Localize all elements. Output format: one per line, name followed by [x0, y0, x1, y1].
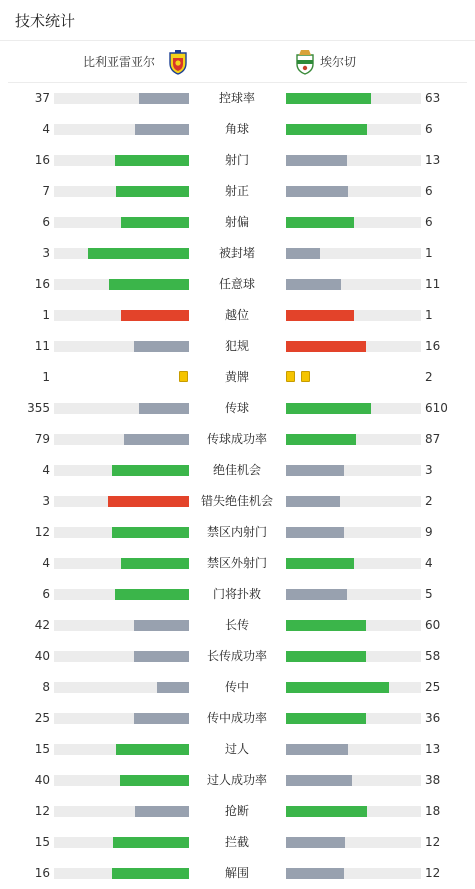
away-bar-fill	[286, 310, 354, 321]
home-bar-track	[54, 868, 189, 879]
home-value: 16	[34, 866, 50, 880]
stat-row	[0, 548, 475, 579]
home-bar-track	[54, 651, 189, 662]
home-bar-track	[54, 558, 189, 569]
home-bar-fill	[112, 527, 189, 538]
stat-label: 射偏	[224, 215, 249, 229]
away-bar-fill	[286, 868, 344, 879]
away-bar-track	[286, 310, 421, 321]
stat-row	[0, 455, 475, 486]
away-value: 12	[425, 835, 441, 849]
away-value: 63	[425, 91, 441, 105]
stat-label: 被封堵	[218, 246, 255, 260]
stat-label: 长传	[224, 618, 249, 632]
home-bar-track	[54, 806, 189, 817]
away-value: 60	[425, 618, 441, 632]
home-value: 37	[34, 91, 50, 105]
stat-label: 传中成功率	[206, 711, 267, 725]
stats-header	[0, 0, 475, 41]
away-bar-fill	[286, 93, 371, 104]
home-value: 3	[42, 246, 50, 260]
away-bar-fill	[286, 558, 354, 569]
home-bar-track	[54, 341, 189, 352]
stat-label: 传球成功率	[206, 432, 267, 446]
home-bar-fill	[115, 589, 189, 600]
home-bar-track	[54, 713, 189, 724]
home-value: 40	[34, 773, 50, 787]
away-bar-fill	[286, 341, 366, 352]
away-bar-track	[286, 651, 421, 662]
home-value: 8	[42, 680, 50, 694]
away-value: 36	[425, 711, 441, 725]
home-value: 15	[34, 742, 50, 756]
away-bar-fill	[286, 651, 366, 662]
home-bar-fill	[124, 434, 189, 445]
home-value: 40	[34, 649, 50, 663]
away-value: 25	[425, 680, 441, 694]
away-bar-track	[286, 868, 421, 879]
away-value: 16	[425, 339, 441, 353]
home-bar-track	[54, 589, 189, 600]
home-value: 3	[42, 494, 50, 508]
home-value: 11	[34, 339, 50, 353]
stat-row	[0, 765, 475, 796]
home-bar-fill	[135, 806, 189, 817]
home-value: 4	[42, 463, 50, 477]
stat-row	[0, 672, 475, 703]
away-value: 13	[425, 742, 441, 756]
away-bar-track	[286, 589, 421, 600]
home-bar-fill	[112, 465, 189, 476]
stat-row	[0, 238, 475, 269]
away-bar-fill	[286, 775, 352, 786]
stat-label: 角球	[224, 122, 249, 136]
home-value: 7	[42, 184, 50, 198]
stat-label: 长传成功率	[206, 649, 267, 663]
away-bar-fill	[286, 186, 348, 197]
away-bar-fill	[286, 806, 367, 817]
away-value: 1	[425, 246, 433, 260]
away-value: 6	[425, 184, 433, 198]
away-value: 58	[425, 649, 441, 663]
home-value: 6	[42, 587, 50, 601]
stat-label: 控球率	[218, 91, 255, 105]
stat-row	[0, 207, 475, 238]
away-value: 6	[425, 122, 433, 136]
stat-label: 传中	[224, 680, 249, 694]
home-bar-track	[54, 744, 189, 755]
home-bar-fill	[157, 682, 189, 693]
home-value: 42	[34, 618, 50, 632]
away-bar-track	[286, 837, 421, 848]
stat-label: 射门	[224, 153, 249, 167]
away-bar-fill	[286, 279, 341, 290]
yellow-card-icon	[286, 371, 295, 382]
home-bar-fill	[113, 837, 189, 848]
away-bar-track	[286, 217, 421, 228]
away-bar-track	[286, 186, 421, 197]
away-value: 1	[425, 308, 433, 322]
away-bar-fill	[286, 837, 345, 848]
away-bar-track	[286, 682, 421, 693]
stat-row	[0, 703, 475, 734]
stat-label: 解围	[224, 866, 249, 880]
away-bar-track	[286, 527, 421, 538]
home-bar-fill	[109, 279, 189, 290]
page-title: 技术统计	[15, 11, 76, 30]
away-bar-track	[286, 775, 421, 786]
home-value: 4	[42, 122, 50, 136]
home-bar-fill	[121, 217, 189, 228]
stat-label: 禁区内射门	[206, 525, 267, 539]
away-bar-fill	[286, 403, 371, 414]
home-value: 12	[34, 804, 50, 818]
away-bar-track	[286, 620, 421, 631]
stat-label: 门将扑救	[212, 587, 261, 601]
home-bar-fill	[120, 775, 189, 786]
home-bar-fill	[135, 124, 189, 135]
home-bar-fill	[116, 744, 189, 755]
stat-label: 禁区外射门	[206, 556, 267, 570]
away-bar-track	[286, 806, 421, 817]
home-bar-track	[54, 155, 189, 166]
home-bar-fill	[139, 403, 189, 414]
away-bar-fill	[286, 589, 347, 600]
away-value: 38	[425, 773, 441, 787]
stat-row	[0, 393, 475, 424]
home-value: 15	[34, 835, 50, 849]
stat-row	[0, 300, 475, 331]
away-value: 5	[425, 587, 433, 601]
away-bar-track	[286, 713, 421, 724]
stat-row	[0, 579, 475, 610]
away-value: 6	[425, 215, 433, 229]
home-bar-fill	[121, 558, 189, 569]
home-bar-fill	[115, 155, 189, 166]
away-value: 13	[425, 153, 441, 167]
away-bar-fill	[286, 155, 347, 166]
stat-label: 抢断	[224, 804, 249, 818]
stat-row	[0, 269, 475, 300]
stat-row	[0, 486, 475, 517]
away-bar-track	[286, 279, 421, 290]
away-bar-track	[286, 155, 421, 166]
away-bar-track	[286, 465, 421, 476]
away-bar-track	[286, 93, 421, 104]
away-bar-fill	[286, 217, 354, 228]
away-bar-fill	[286, 434, 356, 445]
away-value: 11	[425, 277, 441, 291]
stat-row	[0, 176, 475, 207]
home-bar-track	[54, 93, 189, 104]
away-bar-fill	[286, 465, 344, 476]
away-bar-fill	[286, 248, 320, 259]
stat-label: 黄牌	[224, 370, 249, 384]
home-bar-fill	[116, 186, 189, 197]
home-bar-track	[54, 310, 189, 321]
stat-row	[0, 641, 475, 672]
away-value: 610	[425, 401, 448, 415]
stat-row	[0, 827, 475, 858]
home-bar-track	[54, 434, 189, 445]
stat-label: 过人	[224, 742, 249, 756]
away-value: 12	[425, 866, 441, 880]
home-value: 1	[42, 308, 50, 322]
stat-label: 绝佳机会	[212, 463, 261, 477]
home-value: 1	[42, 370, 50, 384]
away-value: 3	[425, 463, 433, 477]
home-value: 16	[34, 277, 50, 291]
stat-label: 过人成功率	[206, 773, 267, 787]
stat-label: 越位	[224, 308, 249, 322]
away-bar-track	[286, 403, 421, 414]
stat-row	[0, 145, 475, 176]
away-team-name[interactable]: 埃尔切	[320, 55, 357, 69]
home-bar-fill	[134, 341, 189, 352]
away-bar-fill	[286, 496, 340, 507]
stat-row	[0, 517, 475, 548]
elche-crest-icon[interactable]	[294, 49, 316, 75]
stat-label: 错失绝佳机会	[200, 494, 273, 508]
stat-row	[0, 858, 475, 889]
stat-label: 任意球	[218, 277, 255, 291]
away-bar-fill	[286, 124, 367, 135]
teams-row	[8, 41, 467, 83]
away-bar-track	[286, 124, 421, 135]
home-bar-track	[54, 775, 189, 786]
away-bar-track	[286, 496, 421, 507]
away-bar-fill	[286, 682, 389, 693]
stat-row	[0, 114, 475, 145]
home-bar-track	[54, 186, 189, 197]
home-bar-track	[54, 217, 189, 228]
home-team-name[interactable]: 比利亚雷亚尔	[82, 55, 155, 69]
home-value: 79	[34, 432, 50, 446]
home-bar-fill	[134, 651, 189, 662]
away-bar-fill	[286, 620, 366, 631]
away-bar-track	[286, 744, 421, 755]
stat-label: 犯规	[224, 339, 249, 353]
home-bar-track	[54, 279, 189, 290]
stat-row	[0, 796, 475, 827]
home-bar-track	[54, 837, 189, 848]
home-value: 355	[27, 401, 50, 415]
home-value: 16	[34, 153, 50, 167]
away-value: 2	[425, 370, 433, 384]
stat-row	[0, 83, 475, 114]
away-value: 87	[425, 432, 441, 446]
home-bar-fill	[134, 713, 189, 724]
home-bar-fill	[134, 620, 189, 631]
away-value: 9	[425, 525, 433, 539]
yellow-card-icon	[179, 371, 188, 382]
stat-row	[0, 734, 475, 765]
stat-row	[0, 424, 475, 455]
away-value: 18	[425, 804, 441, 818]
home-bar-fill	[108, 496, 189, 507]
home-bar-fill	[121, 310, 189, 321]
home-bar-track	[54, 403, 189, 414]
away-bar-fill	[286, 713, 366, 724]
away-bar-track	[286, 558, 421, 569]
home-bar-track	[54, 465, 189, 476]
home-value: 25	[34, 711, 50, 725]
home-bar-fill	[112, 868, 189, 879]
home-bar-fill	[88, 248, 189, 259]
away-bar-fill	[286, 744, 348, 755]
home-bar-track	[54, 496, 189, 507]
home-bar-track	[54, 682, 189, 693]
away-bar-fill	[286, 527, 344, 538]
stat-label: 传球	[224, 401, 249, 415]
home-value: 4	[42, 556, 50, 570]
away-value: 4	[425, 556, 433, 570]
away-value: 2	[425, 494, 433, 508]
stat-row	[0, 331, 475, 362]
stat-label: 射正	[224, 184, 249, 198]
away-bar-track	[286, 341, 421, 352]
home-bar-track	[54, 620, 189, 631]
away-bar-track	[286, 434, 421, 445]
home-bar-track	[54, 124, 189, 135]
home-bar-fill	[139, 93, 189, 104]
stat-row	[0, 362, 475, 393]
home-value: 12	[34, 525, 50, 539]
away-bar-track	[286, 248, 421, 259]
yellow-card-icon	[301, 371, 310, 382]
villarreal-crest-icon[interactable]	[167, 49, 189, 75]
home-bar-track	[54, 527, 189, 538]
stat-label: 拦截	[224, 835, 249, 849]
stat-row	[0, 610, 475, 641]
home-value: 6	[42, 215, 50, 229]
home-bar-track	[54, 248, 189, 259]
